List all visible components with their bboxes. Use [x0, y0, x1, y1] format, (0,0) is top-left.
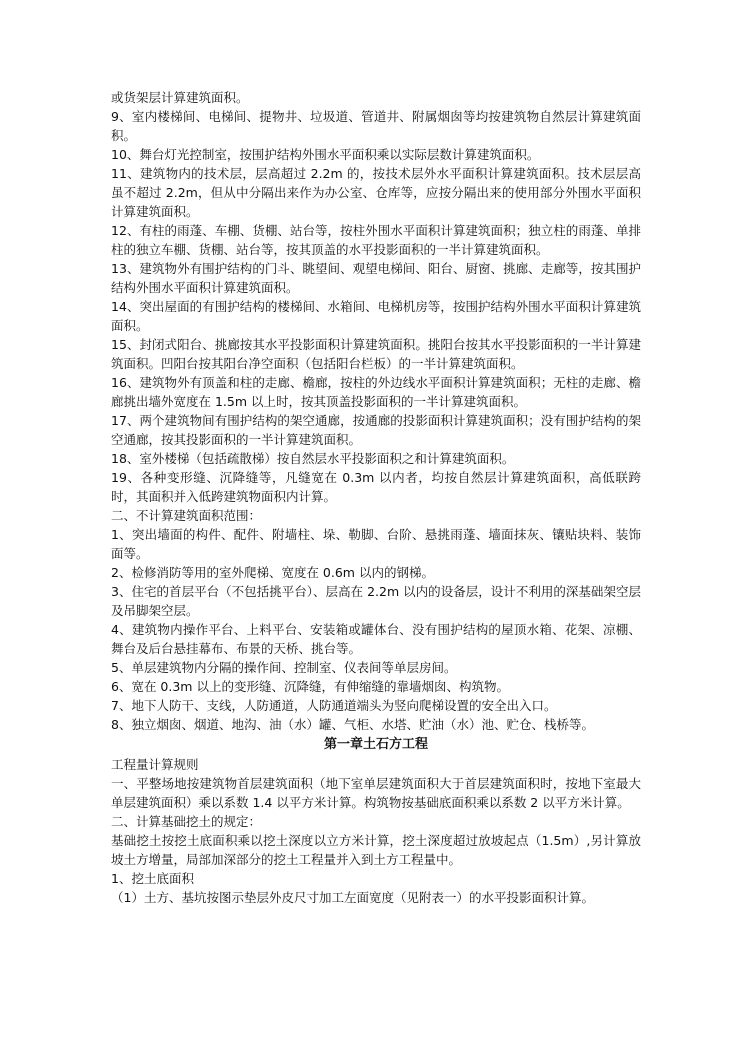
paragraph: 15、封闭式阳台、挑廊按其水平投影面积计算建筑面积。挑阳台按其水平投影面积的一半计算建筑面积。凹阳台按其阳台净空面积（包括阳台栏板）的一半计算建筑面积。: [111, 337, 641, 371]
paragraph: 13、建筑物外有围护结构的门斗、眺望间、观望电梯间、阳台、厨窗、挑廊、走廊等，按其围护结构外围水平面积计算建筑面积。: [111, 261, 641, 295]
paragraph: 11、建筑物内的技术层，层高超过 2.2m 的，按技术层外水平面积计算建筑面积。技术层层高虽不超过 2.2m，但从中分隔出来作为办公室、仓库等，应按分隔出来的使用部分外围水平面积计算建筑面积。: [111, 166, 641, 219]
paragraph: 10、舞台灯光控制室，按围护结构外围水平面积乘以实际层数计算建筑面积。: [111, 147, 540, 162]
paragraph: 4、建筑物内操作平台、上料平台、安装箱或罐体台、没有围护结构的屋顶水箱、花架、凉棚、舞台及后台悬挂幕布、布景的天桥、挑台等。: [111, 622, 641, 656]
paragraph: 1、突出墙面的构件、配件、附墙柱、垛、勒脚、台阶、悬挑雨蓬、墙面抹灰、镶贴块料、装饰面等。: [111, 527, 641, 561]
chapter-title: 第一章土石方工程: [323, 737, 428, 752]
paragraph: 7、地下人防干、支线，人防通道，人防通道端头为竖向爬梯设置的安全出入口。: [111, 698, 557, 713]
paragraph: 14、突出屋面的有围护结构的楼梯间、水箱间、电梯机房等，按围护结构外围水平面积计算建筑面积。: [111, 299, 641, 333]
paragraph: 16、建筑物外有顶盖和柱的走廊、檐廊，按柱的外边线水平面积计算建筑面积；无柱的走廊、檐廊挑出墙外宽度在 1.5m 以上时，按其顶盖投影面积的一半计算建筑面积。: [111, 375, 641, 409]
paragraph: 一、平整场地按建筑物首层建筑面积（地下室单层建筑面积大于首层建筑面积时，按地下室最大单层建筑面积）乘以系数 1.4 以平方米计算。构筑物按基础底面积乘以系数 2 以平方米计算。: [111, 776, 641, 810]
paragraph: 18、室外楼梯（包括疏散梯）按自然层水平投影面积之和计算建筑面积。: [111, 451, 515, 466]
paragraph: 19、各种变形缝、沉降缝等，凡缝宽在 0.3m 以内者，均按自然层计算建筑面积，高低联跨时，其面积并入低跨建筑物面积内计算。: [111, 470, 641, 504]
section-heading: 二、不计算建筑面积范围：: [111, 508, 262, 523]
section-heading: 工程量计算规则: [111, 757, 199, 772]
paragraph: 5、单层建筑物内分隔的操作间、控制室、仪表间等单层房间。: [111, 660, 457, 675]
paragraph: 3、住宅的首层平台（不包括挑平台）、层高在 2.2m 以内的设备层，设计不利用的深基础架空层及吊脚架空层。: [111, 584, 641, 618]
document-page: [111, 88, 641, 907]
paragraph: （1）土方、基坑按图示垫层外皮尺寸加工左面宽度（见附表一）的水平投影面积计算。: [111, 890, 594, 905]
paragraph: 9、室内楼梯间、电梯间、提物井、垃圾道、管道井、附属烟囱等均按建筑物自然层计算建筑面积。: [111, 109, 641, 143]
section-heading: 二、计算基础挖土的规定：: [111, 814, 262, 829]
paragraph: 基础挖土按挖土底面积乘以挖土深度以立方米计算，挖土深度超过放坡起点（1.5m）,另计算放坡土方增量，局部加深部分的挖土工程量并入到土方工程量中。: [111, 833, 641, 867]
paragraph: 8、独立烟囱、烟道、地沟、油（水）罐、气柜、水塔、贮油（水）池、贮仓、栈桥等。: [111, 717, 594, 732]
paragraph: 17、两个建筑物间有围护结构的架空通廊，按通廊的投影面积计算建筑面积；没有围护结构的架空通廊，按其投影面积的一半计算建筑面积。: [111, 413, 641, 447]
paragraph: 12、有柱的雨蓬、车棚、货棚、站台等，按柱外围水平面积计算建筑面积；独立柱的雨蓬、单排柱的独立车棚、货棚、站台等，按其顶盖的水平投影面积的一半计算建筑面积。: [111, 223, 641, 257]
paragraph: 或货架层计算建筑面积。: [111, 90, 249, 105]
section-heading: 1、挖土底面积: [111, 871, 194, 886]
paragraph: 6、宽在 0.3m 以上的变形缝、沉降缝，有伸缩缝的靠墙烟囱、构筑物。: [111, 679, 509, 694]
paragraph: 2、检修消防等用的室外爬梯、宽度在 0.6m 以内的钢梯。: [111, 565, 434, 580]
